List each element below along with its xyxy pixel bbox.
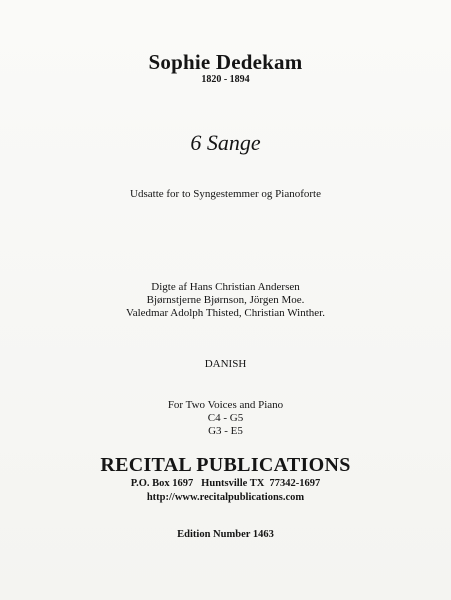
publisher-name: RECITAL PUBLICATIONS bbox=[100, 454, 351, 476]
poets-block bbox=[0, 281, 451, 320]
publisher-address: P.O. Box 1697 Huntsville TX 77342-1697 bbox=[130, 478, 321, 489]
poets-line: Bjørnstjerne Bjørnson, Jörgen Moe. bbox=[146, 294, 305, 306]
voicing-block bbox=[0, 399, 451, 438]
work-subtitle: Udsatte for to Syngestemmer og Pianoforte bbox=[130, 188, 321, 200]
language-label: DANISH bbox=[204, 358, 247, 370]
publisher-website: http://www.recitalpublications.com bbox=[146, 492, 305, 503]
voice-range: G3 - E5 bbox=[208, 425, 243, 437]
edition-number: Edition Number 1463 bbox=[177, 529, 274, 540]
composer-dates: 1820 - 1894 bbox=[201, 74, 250, 85]
poets-line: Valedmar Adolph Thisted, Christian Winther. bbox=[126, 307, 325, 319]
voicing-forces: For Two Voices and Piano bbox=[167, 399, 284, 411]
work-title: 6 Sange bbox=[190, 130, 261, 155]
composer-name: Sophie Dedekam bbox=[148, 50, 303, 74]
voice-range: C4 - G5 bbox=[207, 412, 244, 424]
poets-line: Digte af Hans Christian Andersen bbox=[151, 281, 300, 293]
